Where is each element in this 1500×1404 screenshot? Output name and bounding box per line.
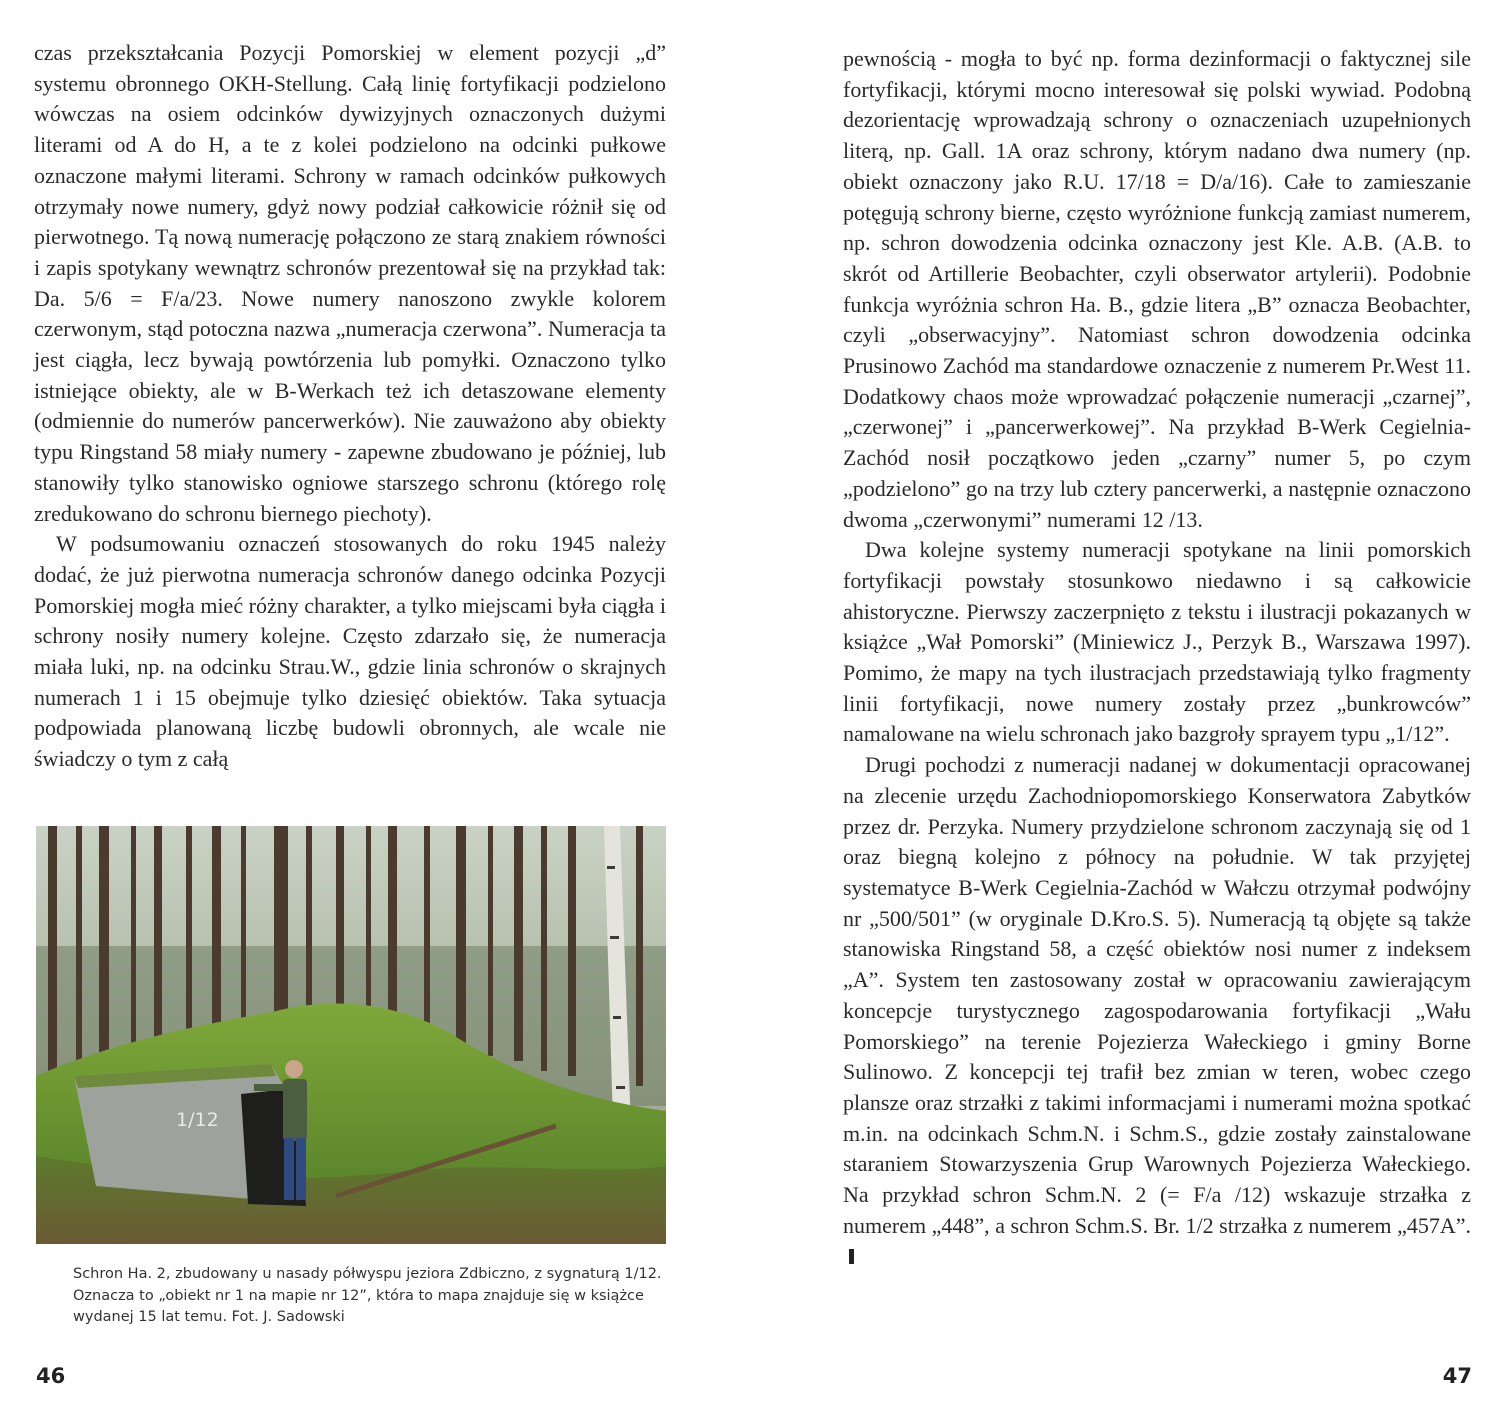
right-paragraph-3: [843, 750, 1471, 1272]
page-number-right: 47: [1442, 1364, 1472, 1388]
bunker-sign-text: 1/12: [176, 1109, 219, 1131]
page-number-left: 46: [36, 1364, 66, 1388]
end-of-article-mark: [849, 1249, 854, 1264]
right-text-column: [843, 44, 1471, 1272]
left-text-column: [34, 38, 666, 775]
bunker-photo: [36, 826, 666, 1244]
right-page: [750, 0, 1500, 1404]
left-paragraph-2: W podsumowaniu oznaczeń stosowanych do roku 1945 należy dodać, że już pierwotna numeracja schronów danego odcinka Pozycji Pomorskiej mogła mieć różny charakter, a tylko miejscami była ciągła i schrony nosiły numery kolejne. Często zdarzało się, że numeracja miała luki, np. na odcinku Strau.W., gdzie linia schronów o skrajnych numerach 1 i 15 obejmuje tylko dziesięć obiektów. Taka sytuacja podpowiada planowaną liczbę budowli obronnych, ale wcale nie świadczy o tym z całą: [34, 531, 666, 772]
right-paragraph-2: Dwa kolejne systemy numeracji spotykane na linii pomorskich fortyfikacji powstały stosunkowo niedawno i są całkowicie ahistoryczne. Pierwszy zaczerpnięto z tekstu i ilustracji pokazanych w książce „Wał Pomorski” (Miniewicz J., Perzyk B., Warszawa 1997). Pomimo, że mapy na tych ilustracjach przedstawiają tylko fragmenty linii fortyfikacji, nowe numery zostały przez „bunkrowców” namalowane na wielu schronach jako bazgroły sprayem typu „1/12”.: [843, 537, 1471, 747]
right-paragraph-3-text: Drugi pochodzi z numeracji nadanej w dokumentacji opracowanej na zlecenie urzędu Zachodniopomorskiego Konserwatora Zabytków przez dr. Perzyka. Numery przydzielone schronom zaczynają się od 1 oraz biegną kolejno z północy na południe. W tak przyjętej systematyce B-Werk Cegielnia-Zachód w Wałczu otrzymał podwójny nr „500/501” (w oryginale D.Kro.S. 5). Numeracją tą objęte są także stanowiska Ringstand 58, a część obiektów nosi numer z indeksem „A”. System ten zastosowany został w opracowaniu zawierającym koncepcje turystycznego zagospodarowania fortyfikacji „Wału Pomorskiego” na terenie Pojezierza Wałeckiego i gminy Borne Sulinowo. Z koncepcji tej trafił bez zmian w teren, wobec czego plansze oraz strzałki z takimi informacjami i numerami można spotkać m.in. na odcinkach Schm.N. i Schm.S., gdzie zostały zainstalowane staraniem Stowarzyszenia Grup Warownych Pojezierza Wałeckiego. Na przykład schron Schm.N. 2 (= F/a /12) wskazuje strzałka z numerem „448”, a schron Schm.S. Br. 1/2 strzałka z numerem „457A”.: [843, 752, 1471, 1238]
right-paragraph-1: pewnością - mogła to być np. forma dezinformacji o faktycznej sile fortyfikacji, którymi mocno interesował się polski wywiad. Podobną dezorientację wprowadzają schrony o oznaczeniach uzupełnionych literą, np. Gall. 1A oraz schrony, którym nadano dwa numery (np. obiekt oznaczony jako R.U. 17/18 = D/a/16). Całe to zamieszanie potęgują schrony bierne, często wyróżnione funkcją zamiast numerem, np. schron dowodzenia odcinka oznaczony jest Kle. A.B. (A.B. to skrót od Artillerie Beobachter, czyli obserwator artylerii). Podobnie funkcja wyróżnia schron Ha. B., gdzie litera „B” oznacza Beobachter, czyli „obserwacyjny”. Natomiast schron dowodzenia odcinka Prusinowo Zachód ma standardowe oznaczenie z numerem Pr.West 11. Dodatkowy chaos może wprowadzać połączenie numeracji „czarnej”, „czerwonej” i „pancerwerkowej”. Na przykład B-Werk Cegielnia-Zachód nosił początkowo jeden „czarny” numer 5, po czym „podzielono” go na trzy lub cztery pancerwerki, a następnie oznaczono dwoma „czerwonymi” numerami 12 /13.: [843, 46, 1471, 532]
left-paragraph-1: czas przekształcania Pozycji Pomorskiej w element pozycji „d” systemu obronnego OKH-Stellung. Całą linię fortyfikacji podzielono wówczas na osiem odcinków dywizyjnych oznaczonych dużymi literami od A do H, a te z kolei podzielono na odcinki pułkowe oznaczone małymi literami. Schrony w ramach odcinków pułkowych otrzymały nowe numery, gdyż nowy podział całkowicie różnił się od pierwotnego. Tą nową numerację połączono ze starą znakiem równości i zapis spotykany wewnątrz schronów prezentował się na przykład tak: Da. 5/6 = F/a/23. Nowe numery nanoszono zwykle kolorem czerwonym, stąd potoczna nazwa „numeracja czerwona”. Numeracja ta jest ciągła, lecz bywają powtórzenia lub pomyłki. Oznaczono tylko istniejące obiekty, ale w B-Werkach też ich detaszowane elementy (odmiennie do numerów pancerwerków). Nie zauważono aby obiekty typu Ringstand 58 miały numery - zapewne zbudowano je później, lub stanowiły tylko stanowisko ogniowe starszego schronu (którego rolę zredukowano do schronu biernego piechoty).: [34, 40, 666, 526]
photo-caption: Schron Ha. 2, zbudowany u nasady półwyspu jeziora Zdbiczno, z sygnaturą 1/12. Oznacza to „obiekt nr 1 na mapie nr 12”, która to mapa znajduje się w książce wydanej 15 lat temu. Fot. J. Sadowski: [73, 1266, 662, 1325]
